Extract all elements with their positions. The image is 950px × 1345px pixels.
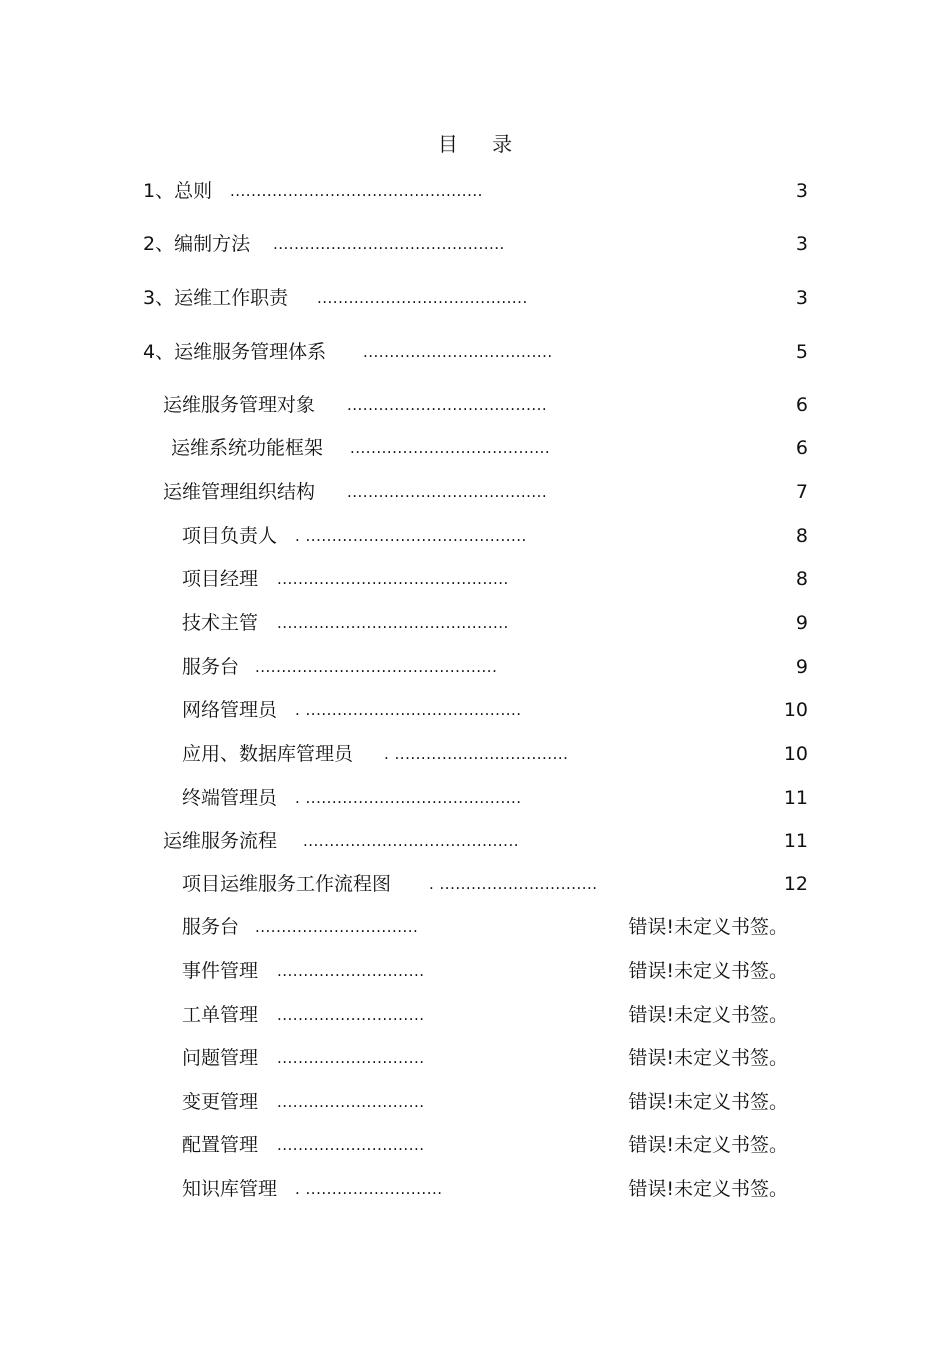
toc-entry[interactable] (0, 178, 808, 204)
toc-entry-label: 终端管理员 (182, 787, 278, 809)
toc-entry-leader: ........................................ (317, 289, 528, 307)
toc-entry-page: 错误!未定义书签。 (628, 1047, 788, 1069)
toc-entry-leader: . ................................. (384, 745, 569, 763)
toc-entry-leader: .............................................. (255, 658, 498, 676)
toc-entry-leader: .................................... (363, 343, 553, 361)
toc-entry-page: 6 (795, 394, 808, 416)
toc-entry-page: 8 (795, 568, 808, 590)
toc-entry-page: 11 (783, 787, 808, 809)
toc-entry-label: 工单管理 (182, 1004, 259, 1026)
toc-entry-page: 错误!未定义书签。 (628, 960, 788, 982)
toc-entry-leader: . .............................. (429, 875, 598, 893)
toc-entry[interactable] (0, 231, 808, 257)
toc-entry-label: 项目运维服务工作流程图 (182, 873, 392, 895)
toc-entry[interactable] (0, 1045, 808, 1071)
toc-entry-leader: ...................................... (347, 483, 548, 501)
toc-entry-label: 配置管理 (182, 1134, 259, 1156)
toc-entry[interactable] (0, 435, 808, 461)
toc-entry[interactable] (0, 828, 808, 854)
toc-entry-page: 错误!未定义书签。 (628, 1134, 788, 1156)
toc-entry[interactable] (0, 523, 808, 549)
toc-entry[interactable] (0, 610, 808, 636)
toc-entry[interactable] (0, 654, 808, 680)
toc-entry-label: 知识库管理 (182, 1178, 278, 1200)
toc-entry-page: 5 (795, 341, 808, 363)
toc-entry[interactable] (0, 914, 808, 940)
toc-entry-page: 错误!未定义书签。 (628, 916, 788, 938)
toc-entry-page: 3 (795, 233, 808, 255)
toc-entry-label: 1、总则 (143, 180, 213, 202)
toc-entry-leader: ................................................ (230, 182, 483, 200)
toc-entry-label: 问题管理 (182, 1047, 259, 1069)
toc-entry-leader: ............................... (255, 918, 419, 936)
toc-entry-leader: ............................ (277, 962, 425, 980)
toc-entry-label: 项目经理 (182, 568, 259, 590)
toc-entry-label: 事件管理 (182, 960, 259, 982)
toc-entry-leader: ............................................ (273, 235, 505, 253)
toc-entry-page: 3 (795, 287, 808, 309)
toc-entry[interactable] (0, 1132, 808, 1158)
toc-entry-page: 9 (795, 656, 808, 678)
toc-entry[interactable] (0, 741, 808, 767)
toc-entry-leader: ............................................ (277, 614, 509, 632)
toc-entry-leader: ...................................... (347, 396, 548, 414)
toc-entry-leader: ......................................... (303, 832, 519, 850)
toc-entry-label: 运维服务管理对象 (163, 394, 316, 416)
toc-entry-label: 服务台 (182, 656, 240, 678)
toc-entry-leader: ............................................ (277, 570, 509, 588)
toc-entry-leader: ............................ (277, 1093, 425, 1111)
toc-entry-page: 错误!未定义书签。 (628, 1178, 788, 1200)
toc-entry[interactable] (0, 285, 808, 311)
toc-entry-page: 错误!未定义书签。 (628, 1004, 788, 1026)
toc-entry[interactable] (0, 1176, 808, 1202)
toc-entry-leader: . .......................... (295, 1180, 443, 1198)
toc-entry-page: 6 (795, 437, 808, 459)
toc-entry[interactable] (0, 339, 808, 365)
toc-entry-leader: ...................................... (350, 439, 551, 457)
toc-entry[interactable] (0, 697, 808, 723)
toc-title: 目 录 (437, 132, 527, 156)
toc-entry-label: 3、运维工作职责 (143, 287, 289, 309)
toc-entry-label: 网络管理员 (182, 699, 278, 721)
toc-entry-label: 应用、数据库管理员 (182, 743, 354, 765)
toc-entry[interactable] (0, 392, 808, 418)
toc-entry-label: 技术主管 (182, 612, 259, 634)
toc-entry-leader: . ......................................... (295, 789, 522, 807)
toc-entry[interactable] (0, 958, 808, 984)
toc-entry[interactable] (0, 479, 808, 505)
toc-entry-page: 12 (783, 873, 808, 895)
toc-entry-label: 2、编制方法 (143, 233, 251, 255)
toc-entry-leader: . ......................................... (295, 701, 522, 719)
toc-entry-label: 项目负责人 (182, 525, 278, 547)
toc-entry-page: 10 (783, 699, 808, 721)
toc-entry-page: 11 (783, 830, 808, 852)
toc-entry[interactable] (0, 1002, 808, 1028)
toc-entry-leader: . .......................................... (295, 527, 527, 545)
toc-entry-page: 7 (795, 481, 808, 503)
toc-entry[interactable] (0, 785, 808, 811)
toc-entry-label: 运维管理组织结构 (163, 481, 316, 503)
toc-entry-label: 变更管理 (182, 1091, 259, 1113)
toc-entry[interactable] (0, 871, 808, 897)
toc-entry-page: 错误!未定义书签。 (628, 1091, 788, 1113)
toc-entry-page: 3 (795, 180, 808, 202)
toc-entry[interactable] (0, 566, 808, 592)
toc-entry-leader: ............................ (277, 1006, 425, 1024)
toc-entry-leader: ............................ (277, 1049, 425, 1067)
toc-entry-label: 运维系统功能框架 (171, 437, 324, 459)
toc-entry-label: 服务台 (182, 916, 240, 938)
toc-entry[interactable] (0, 1089, 808, 1115)
toc-entry-label: 运维服务流程 (163, 830, 278, 852)
toc-entry-label: 4、运维服务管理体系 (143, 341, 327, 363)
toc-entry-leader: ............................ (277, 1136, 425, 1154)
toc-entry-page: 9 (795, 612, 808, 634)
toc-entry-page: 10 (783, 743, 808, 765)
toc-entry-page: 8 (795, 525, 808, 547)
